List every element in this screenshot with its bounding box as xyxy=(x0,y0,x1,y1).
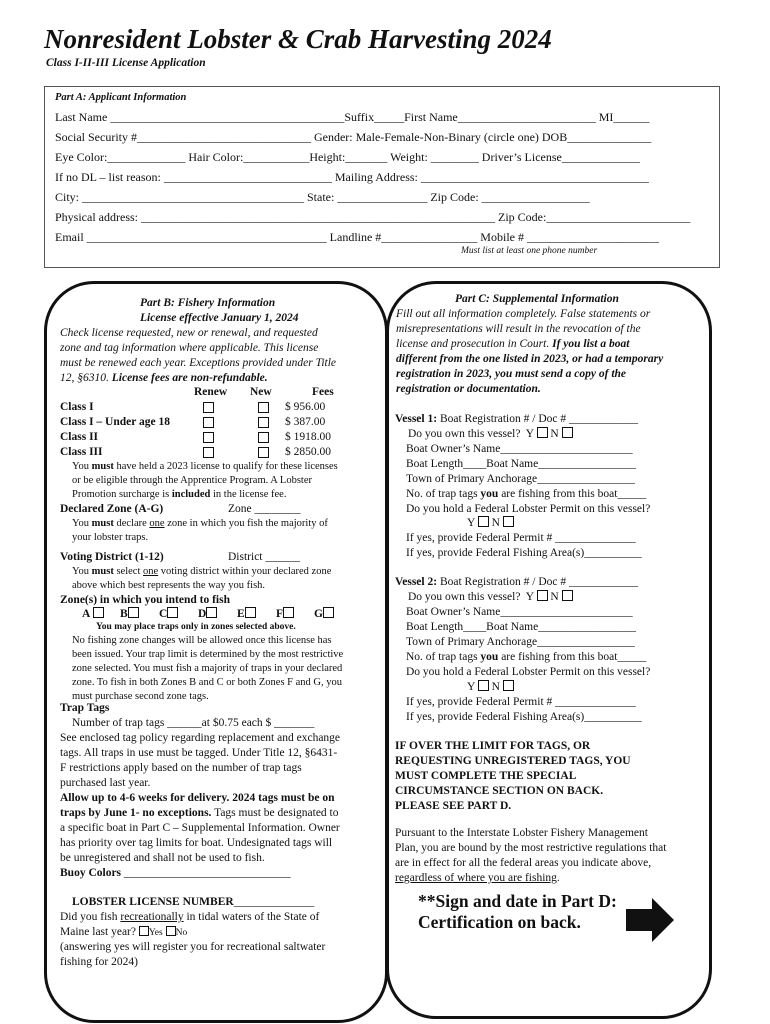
zone-g-checkbox[interactable] xyxy=(323,607,334,618)
voting-district-note-1: You must select one voting district within your declared zone xyxy=(72,566,332,577)
delivery-4: has priority over tag limits for boat. Undesignated tags will xyxy=(60,837,333,849)
phone-note: Must list at least one phone number xyxy=(461,246,598,256)
city-state-zip-row[interactable]: City: _____________________________________ State: _______________ Zip Code: __________________ xyxy=(55,190,590,204)
over-limit-3: MUST COMPLETE THE SPECIAL xyxy=(395,770,577,782)
delivery-1: Allow up to 4-6 weeks for delivery. 2024 tags must be on xyxy=(60,792,335,804)
vessel-1-federal-area[interactable]: If yes, provide Federal Fishing Area(s)__________ xyxy=(406,547,642,559)
recreational-q-3: (answering yes will register you for recreational saltwater xyxy=(60,941,326,953)
vessel-2-own-yes-checkbox[interactable] xyxy=(537,590,548,601)
part-b-effective: License effective January 1, 2024 xyxy=(140,312,299,324)
recreational-yes-checkbox[interactable] xyxy=(139,926,149,936)
vessel-2-anchorage[interactable]: Town of Primary Anchorage_________________ xyxy=(406,636,635,648)
part-b-title: Part B: Fishery Information xyxy=(140,297,276,309)
vessel-2-federal-yes-checkbox[interactable] xyxy=(478,680,489,691)
zone-c-checkbox[interactable] xyxy=(167,607,178,618)
trap-tags-title: Trap Tags xyxy=(60,702,110,714)
class-3-label: Class III xyxy=(60,446,103,458)
recreational-q-1: Did you fish recreationally in tidal waters of the State of xyxy=(60,911,320,923)
over-limit-4: CIRCUMSTANCE SECTION ON BACK. xyxy=(395,785,604,797)
pursuant-4: regardless of where you are fishing. xyxy=(395,872,560,884)
vessel-1-federal-permit[interactable]: If yes, provide Federal Permit # ______________ xyxy=(406,532,636,544)
ssn-gender-dob-row[interactable]: Social Security #_____________________________ Gender: Male-Female-Non-Binary (circle one) DOB______________ xyxy=(55,130,652,144)
vessel-1-own-no-checkbox[interactable] xyxy=(562,427,573,438)
part-a-header: Part A: Applicant Information xyxy=(55,92,187,103)
vessel-2-own-question: Do you own this vessel? Y N xyxy=(408,590,573,605)
zone-b-option[interactable]: B xyxy=(120,607,139,622)
over-limit-5: PLEASE SEE PART D. xyxy=(395,800,512,812)
pursuant-1: Pursuant to the Interstate Lobster Fishery Management xyxy=(395,827,648,839)
lobster-license-row[interactable]: LOBSTER LICENSE NUMBER______________ xyxy=(72,896,315,908)
class-1-under-18-renew-checkbox[interactable] xyxy=(203,417,214,428)
recreational-q-2: Maine last year? Yes No xyxy=(60,926,188,938)
part-b-intro-2: zone and tag information where applicable. This license xyxy=(60,342,319,354)
part-c-intro-1: Fill out all information completely. False statements or xyxy=(396,308,651,320)
class-note-3: Promotion surcharge is included in the license fee. xyxy=(72,489,287,500)
class-1-under-18-label: Class I – Under age 18 xyxy=(60,416,171,428)
class-1-new-checkbox[interactable] xyxy=(258,402,269,413)
vessel-2-federal-question: Do you hold a Federal Lobster Permit on this vessel? xyxy=(406,666,651,678)
sign-instruction-1: **Sign and date in Part D: xyxy=(418,891,617,911)
voting-district-label: Voting District (1-12) xyxy=(60,551,164,563)
zone-g-option[interactable]: G xyxy=(314,607,334,622)
class-1-label: Class I xyxy=(60,401,94,413)
zone-f-option[interactable]: F xyxy=(276,607,294,622)
class-note-1: You must have held a 2023 license to qualify for these licenses xyxy=(72,461,338,472)
zone-paragraph-3: zone selected. You must fish a majority of traps in your declared xyxy=(72,663,343,674)
vessel-1-federal-yn: Y N xyxy=(467,516,514,531)
vessel-1-federal-yes-checkbox[interactable] xyxy=(478,516,489,527)
no-dl-mailing-row[interactable]: If no DL – list reason: ____________________________ Mailing Address: ______________________________________ xyxy=(55,170,649,184)
zone-a-checkbox[interactable] xyxy=(93,607,104,618)
vessel-1-own-yes-checkbox[interactable] xyxy=(537,427,548,438)
class-1-under-18-fee: $ 387.00 xyxy=(285,416,326,428)
recreational-q-4: fishing for 2024) xyxy=(60,956,138,968)
buoy-colors-row[interactable]: Buoy Colors _____________________________ xyxy=(60,867,291,879)
over-limit-1: IF OVER THE LIMIT FOR TAGS, OR xyxy=(395,740,591,752)
part-c-title: Part C: Supplemental Information xyxy=(455,293,619,305)
delivery-2: traps by June 1- no exceptions. Tags must be designated to xyxy=(60,807,339,819)
class-1-under-18-new-checkbox[interactable] xyxy=(258,417,269,428)
class-1-renew-checkbox[interactable] xyxy=(203,402,214,413)
vessel-1-federal-no-checkbox[interactable] xyxy=(503,516,514,527)
vessel-1-federal-question: Do you hold a Federal Lobster Permit on this vessel? xyxy=(406,503,651,515)
part-c-intro-2: misrepresentations will result in the revocation of the xyxy=(396,323,641,335)
vessel-2-length-name[interactable]: Boat Length____Boat Name_________________ xyxy=(406,621,636,633)
trap-tags-number-field[interactable]: Number of trap tags ______at $0.75 each $ _______ xyxy=(72,717,315,729)
part-b-intro-4: 12, §6310. License fees are non-refundable. xyxy=(60,372,268,384)
vessel-1-registration[interactable]: Vessel 1: Boat Registration # / Doc # ____________ xyxy=(395,413,638,425)
sign-instruction-2: Certification on back. xyxy=(418,912,581,932)
class-2-new-checkbox[interactable] xyxy=(258,432,269,443)
class-3-renew-checkbox[interactable] xyxy=(203,447,214,458)
zone-f-checkbox[interactable] xyxy=(283,607,294,618)
tag-policy-1: See enclosed tag policy regarding replacement and exchange xyxy=(60,732,341,744)
zone-e-option[interactable]: E xyxy=(237,607,256,622)
zone-c-option[interactable]: C xyxy=(159,607,178,622)
voting-district-field[interactable]: District ______ xyxy=(228,551,300,563)
declared-zone-field[interactable]: Zone ________ xyxy=(228,503,301,515)
declared-zone-note-2: your lobster traps. xyxy=(72,532,149,543)
part-c-intro-5: registration in 2023, you must send a copy of the xyxy=(396,368,627,380)
vessel-2-own-no-checkbox[interactable] xyxy=(562,590,573,601)
class-2-label: Class II xyxy=(60,431,99,443)
renew-column-header: Renew xyxy=(194,386,228,398)
recreational-no-checkbox[interactable] xyxy=(166,926,176,936)
over-limit-2: REQUESTING UNREGISTERED TAGS, YOU xyxy=(395,755,631,767)
part-b-intro-1: Check license requested, new or renewal, and requested xyxy=(60,327,318,339)
pursuant-2: Plan, you are bound by the most restrictive regulations that xyxy=(395,842,667,854)
vessel-2-federal-permit[interactable]: If yes, provide Federal Permit # ______________ xyxy=(406,696,636,708)
part-c-intro-4: different from the one listed in 2023, or had a temporary xyxy=(396,353,664,365)
delivery-3: a specific boat in Part C – Supplemental Information. Owner xyxy=(60,822,340,834)
zones-note: You may place traps only in zones selected above. xyxy=(96,622,296,632)
physical-description-row[interactable]: Eye Color:_____________ Hair Color:___________Height:_______ Weight: ________ Driver’s License_____________ xyxy=(55,150,640,164)
vessel-2-trap-tags[interactable]: No. of trap tags you are fishing from this boat_____ xyxy=(406,651,647,663)
pursuant-3: are in effect for all the federal areas you indicate above, xyxy=(395,857,652,869)
zone-paragraph-2: been issued. Your trap limit is determined by the most restrictive xyxy=(72,649,344,660)
declared-zone-label: Declared Zone (A-G) xyxy=(60,503,164,515)
vessel-2-owner-name[interactable]: Boat Owner’s Name_______________________ xyxy=(406,606,633,618)
class-3-fee: $ 2850.00 xyxy=(285,446,331,458)
last-name-row[interactable]: Last Name _______________________________________Suffix_____First Name_______________________ MI______ xyxy=(55,110,650,124)
tag-policy-4: purchased last year. xyxy=(60,777,151,789)
part-c-intro-6: registration or documentation. xyxy=(396,383,541,395)
zone-paragraph-4: zone. To fish in both Zones B and C or both Zones F and G, you xyxy=(72,677,343,688)
tag-policy-2: tags. All traps in use must be tagged. Under Title 12, §6431- xyxy=(60,747,338,759)
page-title: Nonresident Lobster & Crab Harvesting 2024 xyxy=(44,24,552,54)
fees-column-header: Fees xyxy=(312,386,334,398)
class-3-new-checkbox[interactable] xyxy=(258,447,269,458)
vessel-1-own-question: Do you own this vessel? Y N xyxy=(408,427,573,442)
email-phone-row[interactable]: Email ________________________________________ Landline #________________ Mobile # ______________________ xyxy=(55,230,659,244)
declared-zone-note-1: You must declare one zone in which you fish the majority of xyxy=(72,518,328,529)
vessel-2-registration[interactable]: Vessel 2: Boat Registration # / Doc # ____________ xyxy=(395,576,638,588)
zone-d-checkbox[interactable] xyxy=(206,607,217,618)
class-2-renew-checkbox[interactable] xyxy=(203,432,214,443)
zone-paragraph-1: No fishing zone changes will be allowed once this license has xyxy=(72,635,332,646)
zone-a-option[interactable]: A xyxy=(82,607,104,622)
vessel-1-trap-tags[interactable]: No. of trap tags you are fishing from this boat_____ xyxy=(406,488,647,500)
zones-title: Zone(s) in which you intend to fish xyxy=(60,594,230,606)
vessel-2-federal-yn: Y N xyxy=(467,680,514,695)
zone-e-checkbox[interactable] xyxy=(245,607,256,618)
voting-district-note-2: above which best represents the way you fish. xyxy=(72,580,266,591)
zone-paragraph-5: must purchase second zone tags. xyxy=(72,691,209,702)
part-b-intro-3: must be renewed each year. Exceptions provided under Title xyxy=(60,357,337,369)
new-column-header: New xyxy=(250,386,272,398)
zone-b-checkbox[interactable] xyxy=(128,607,139,618)
page-subtitle: Class I-II-III License Application xyxy=(46,57,206,69)
vessel-1-length-name[interactable]: Boat Length____Boat Name_________________ xyxy=(406,458,636,470)
class-note-2: or be eligible through the Apprentice Program. A Lobster xyxy=(72,475,312,486)
part-c-intro-3: license and prosecution in Court. If you list a boat xyxy=(396,338,630,350)
right-arrow-icon xyxy=(624,896,676,944)
physical-address-row[interactable]: Physical address: ___________________________________________________________ Zip Code:________________________ xyxy=(55,210,691,224)
vessel-1-anchorage[interactable]: Town of Primary Anchorage_________________ xyxy=(406,473,635,485)
vessel-1-owner-name[interactable]: Boat Owner’s Name_______________________ xyxy=(406,443,633,455)
class-2-fee: $ 1918.00 xyxy=(285,431,331,443)
vessel-2-federal-area[interactable]: If yes, provide Federal Fishing Area(s)__________ xyxy=(406,711,642,723)
vessel-2-federal-no-checkbox[interactable] xyxy=(503,680,514,691)
tag-policy-3: F restrictions apply based on the number of trap tags xyxy=(60,762,302,774)
class-1-fee: $ 956.00 xyxy=(285,401,326,413)
zone-d-option[interactable]: D xyxy=(198,607,217,622)
delivery-5: be unregistered and shall not be used to fish. xyxy=(60,852,265,864)
